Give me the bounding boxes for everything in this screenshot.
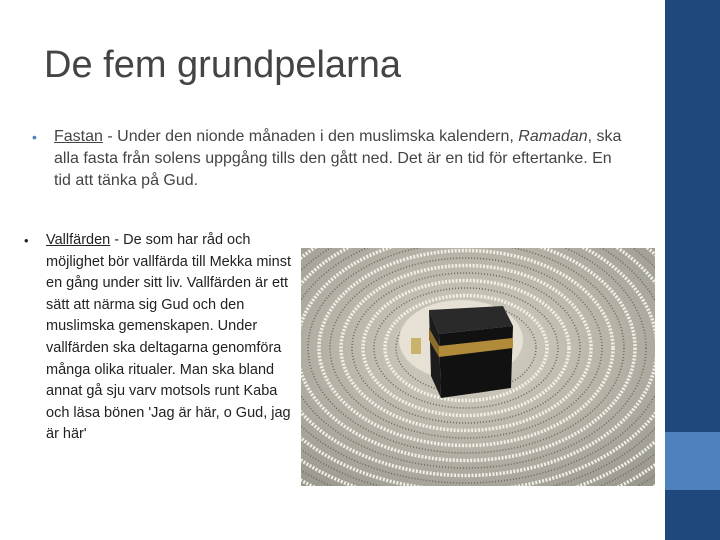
bullet-rest: , ska alla fasta från solens uppgång tills den gått ned. Det är en tid för eftertanke. En tid att tänka på Gud. xyxy=(54,128,622,189)
bullet-term-italic: Ramadan xyxy=(518,128,588,145)
bullet-rest: - De som har råd och möjlighet bör vallfärda till Mekka minst en gång under sitt liv. Vallfärden är ett sätt att närma sig Gud och den muslimska gemenskapen. Under vallfärden ska deltagarna genomföra många olika ritualer. Man ska bland annat gå sju varv motsols runt Kaba och läsa bönen 'Jag är här, o Gud, jag är här' xyxy=(46,232,291,443)
bullet-term: Fastan xyxy=(54,128,103,145)
sidebar-bar xyxy=(665,0,720,540)
bullet-text xyxy=(46,230,292,446)
bullet-fastan xyxy=(32,126,632,192)
bullet-marker: • xyxy=(32,129,37,145)
bullet-vallfarden xyxy=(24,230,292,446)
bullet-text xyxy=(54,126,632,192)
kaaba-front xyxy=(439,326,513,398)
kaaba-photo xyxy=(301,248,655,486)
bullet-term: Vallfärden xyxy=(46,232,111,248)
sidebar-accent-block xyxy=(665,432,720,490)
bullet-sep: - Under den nionde månaden i den muslimska kalendern, xyxy=(102,128,519,145)
slide-title: De fem grundpelarna xyxy=(44,44,401,86)
bullet-marker: • xyxy=(24,233,29,248)
